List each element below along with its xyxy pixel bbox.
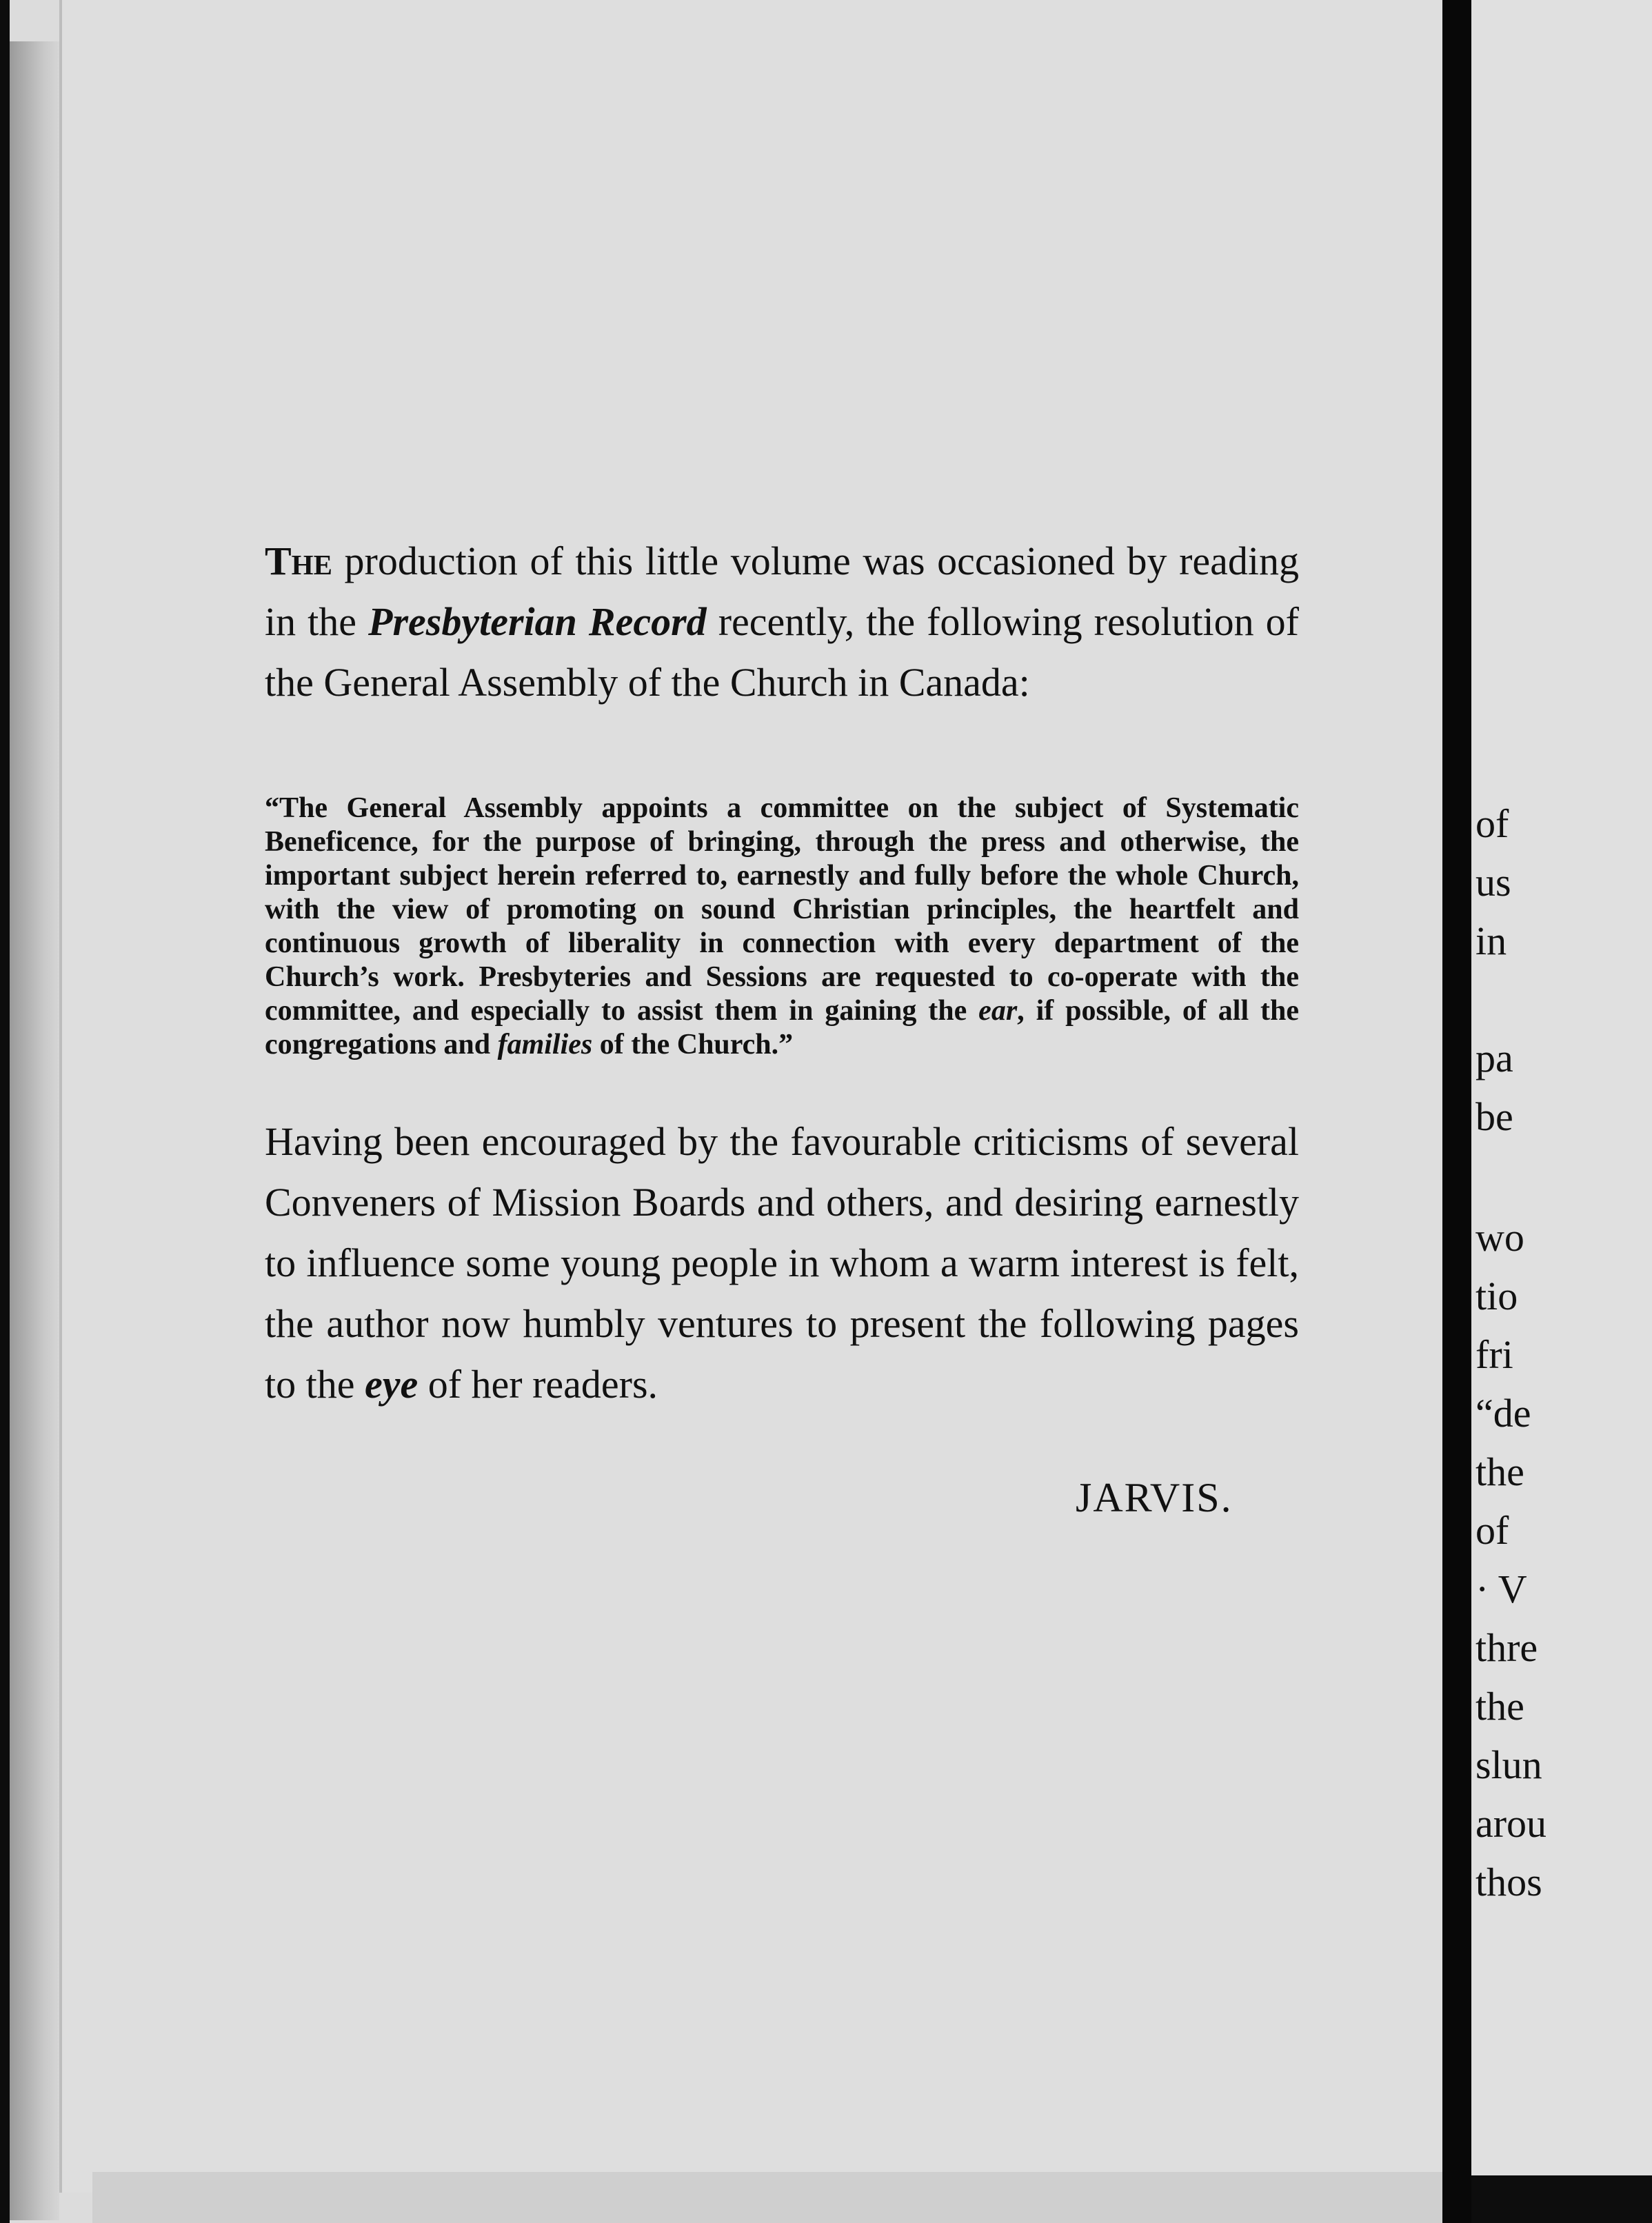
facing-fragment: “de bbox=[1475, 1391, 1531, 1436]
intro-lead: The bbox=[265, 539, 332, 583]
intro-text-after-title: recently, the following resolution of the General Assembly of the Church in Canada: bbox=[265, 599, 1299, 705]
facing-fragment: pa bbox=[1475, 1036, 1513, 1080]
facing-fragment: the bbox=[1475, 1684, 1524, 1729]
facing-fragment: arou bbox=[1475, 1801, 1547, 1846]
facing-fragment: wo bbox=[1475, 1215, 1524, 1260]
facing-page-bottom-edge bbox=[1471, 2175, 1652, 2223]
facing-fragment: of bbox=[1475, 1508, 1509, 1553]
intro-paragraph bbox=[265, 531, 1299, 713]
quote-text-2: , if possible, of all the congregations and bbox=[265, 995, 1299, 1060]
closing-emphasis-eye: eye bbox=[364, 1362, 419, 1407]
facing-fragment: us bbox=[1475, 860, 1511, 905]
closing-text-end: of her readers. bbox=[418, 1362, 658, 1407]
facing-fragment: tio bbox=[1475, 1274, 1518, 1318]
intro-text-before-title: production of this little volume was occasioned by reading in the bbox=[265, 539, 1299, 644]
book-gutter bbox=[1442, 0, 1471, 2223]
closing-paragraph bbox=[265, 1112, 1299, 1415]
resolution-quote bbox=[265, 792, 1299, 1062]
page-sheet bbox=[59, 0, 1452, 2193]
facing-fragment: in bbox=[1475, 918, 1507, 963]
preface-closing bbox=[265, 1112, 1299, 1415]
quote-emphasis-families: families bbox=[497, 1029, 593, 1060]
preface-intro bbox=[265, 531, 1299, 713]
facing-fragment: thre bbox=[1475, 1625, 1538, 1670]
page-edge-shadow bbox=[10, 41, 59, 2220]
author-signature: JARVIS. bbox=[1076, 1475, 1233, 1520]
quote-emphasis-ear: ear bbox=[978, 995, 1018, 1027]
publication-title: Presbyterian Record bbox=[368, 599, 707, 644]
facing-fragment: be bbox=[1475, 1094, 1513, 1139]
page-bottom-edge bbox=[92, 2172, 1452, 2223]
facing-fragment: fri bbox=[1475, 1332, 1513, 1377]
facing-fragment: · V bbox=[1475, 1567, 1527, 1611]
facing-fragment: slun bbox=[1475, 1742, 1542, 1787]
facing-fragment: the bbox=[1475, 1449, 1524, 1494]
assembly-resolution bbox=[265, 792, 1299, 1062]
facing-fragment: of bbox=[1475, 801, 1509, 846]
facing-fragment: thos bbox=[1475, 1860, 1542, 1904]
closing-text: Having been encouraged by the favourable criticisms of several Conveners of Mission Boards and others, and desiring earnestly to influence some young people in whom a warm interest is felt, the author now humbly ventures to present the following pages to the bbox=[265, 1119, 1299, 1407]
quote-text-3: of the Church.” bbox=[592, 1029, 794, 1060]
quote-text-1: “The General Assembly appoints a committee on the subject of Systematic Beneficence, for the purpose of bringing, through the press and otherwise, the important subject herein referred to, earnestly and fully before the whole Church, with the view of promoting on sound Christian principles, the heartfelt and continuous growth of liberality in connection with every department of the Church’s work. Presbyteries and Sessions are requested to co-operate with the committee, and especially to assist them in gaining the bbox=[265, 792, 1299, 1027]
